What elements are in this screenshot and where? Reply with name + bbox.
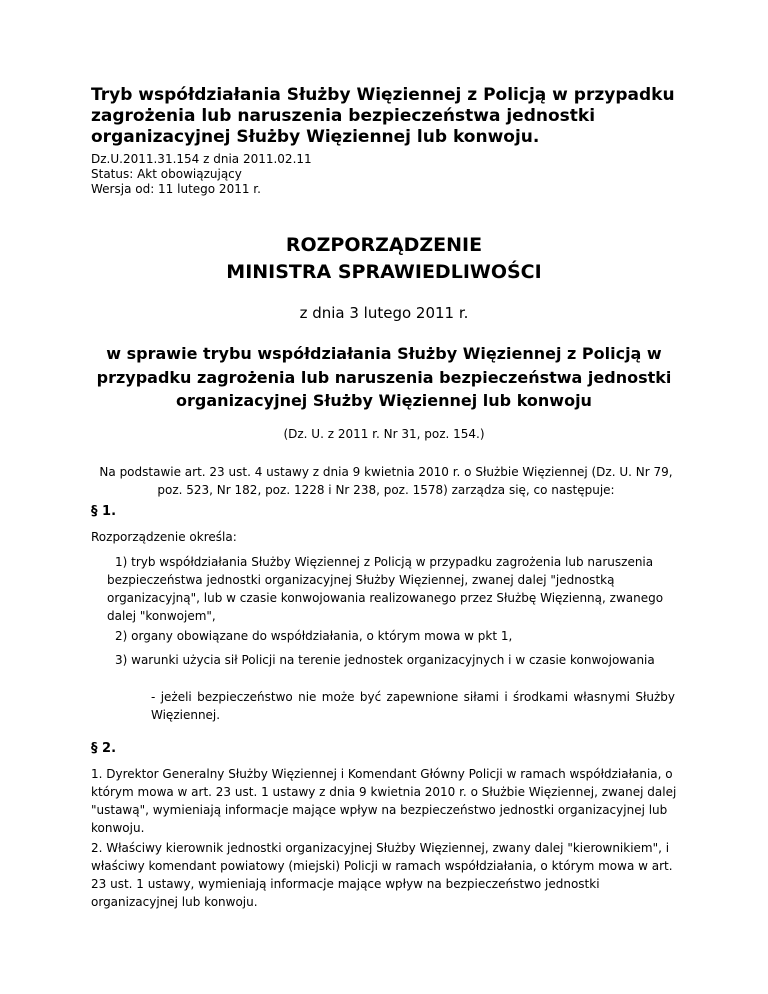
section-1-tail: - jeżeli bezpieczeństwo nie może być zapewnione siłami i środkami własnymi Służby Więziennej. — [151, 690, 675, 722]
act-reference: (Dz. U. z 2011 r. Nr 31, poz. 154.) — [283, 427, 485, 441]
act-subject: w sprawie trybu współdziałania Służby Więziennej z Policją w przypadku zagrożenia lub naruszenia bezpieczeństwa jednostki organizacyjnej Służby Więziennej lub konwoju — [96, 344, 672, 410]
act-date: z dnia 3 lutego 2011 r. — [299, 304, 469, 322]
section-1-item: 3) warunki użycia sił Policji na terenie jednostek organizacyjnych i w czasie konwojowania — [115, 653, 655, 667]
section-1-intro: Rozporządzenie określa: — [91, 530, 237, 544]
section-1-item: 2) organy obowiązane do współdziałania, o którym mowa w pkt 1, — [115, 629, 513, 643]
version-line: Wersja od: 11 lutego 2011 r. — [91, 182, 261, 196]
section-1-heading: § 1. — [91, 504, 117, 519]
act-type: ROZPORZĄDZENIE — [285, 234, 483, 256]
section-2-paragraph: 1. Dyrektor Generalny Służby Więziennej i Komendant Główny Policji w ramach współdziałania, o którym mowa w art. 23 ust. 1 ustawy z dnia 9 kwietnia 2010 r. o Służbie Więziennej, zwanej dalej "ustawą", wymieniają informacje mające wpływ na bezpieczeństwo jednostki organizacyjnej lub konwoju. — [91, 767, 677, 835]
legal-basis: Na podstawie art. 23 ust. 4 ustawy z dnia 9 kwietnia 2010 r. o Służbie Więziennej (Dz. U. Nr 79, poz. 523, Nr 182, poz. 1228 i Nr 238, poz. 1578) zarządza się, co następuje: — [99, 465, 673, 497]
section-2-paragraph: 2. Właściwy kierownik jednostki organizacyjnej Służby Więziennej, zwany dalej "kierownikiem", i właściwy komendant powiatowy (miejski) Policji w ramach współdziałania, o którym mowa w art. 23 ust. 1 ustawy, wymieniają informacje mające wpływ na bezpieczeństwo jednostki organizacyjnej lub konwoju. — [91, 841, 673, 909]
section-1-item: 1) tryb współdziałania Służby Więziennej z Policją w przypadku zagrożenia lub naruszenia bezpieczeństwa jednostki organizacyjnej Służby Więziennej, zwanej dalej "jednostką organizacyjną", lub w czasie konwojowania realizowanego przez Służbę Więzienną, zwanego dalej "konwojem", — [107, 555, 664, 623]
act-issuer: MINISTRA SPRAWIEDLIWOŚCI — [226, 261, 542, 283]
act-heading — [0, 232, 768, 286]
section-2-heading: § 2. — [91, 741, 117, 756]
document-title: Tryb współdziałania Służby Więziennej z Policją w przypadku zagrożenia lub naruszenia bezpieczeństwa jednostki organizacyjnej Służby Więziennej lub konwoju. — [91, 85, 675, 147]
status-line: Status: Akt obowiązujący — [91, 167, 242, 181]
journal-reference: Dz.U.2011.31.154 z dnia 2011.02.11 — [91, 152, 312, 166]
document-metadata — [91, 152, 691, 197]
